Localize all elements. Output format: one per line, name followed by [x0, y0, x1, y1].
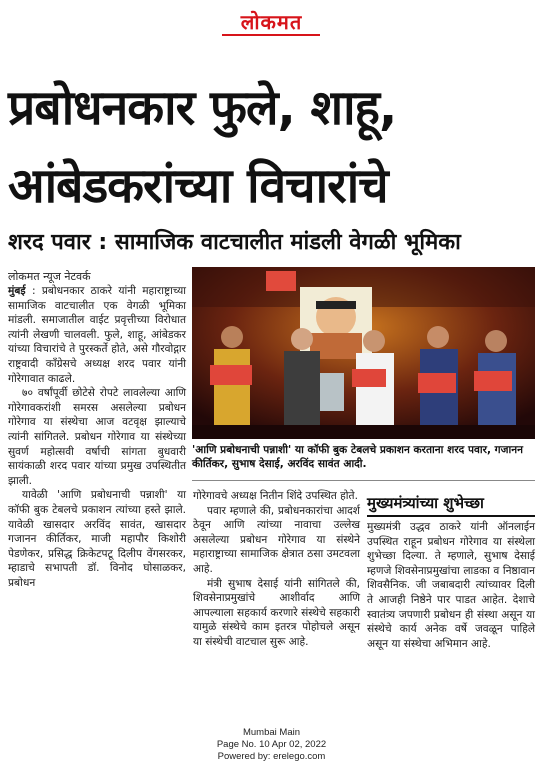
- byline: लोकमत न्यूज नेटवर्क: [8, 270, 91, 283]
- sidebar-box-title: मुख्यमंत्र्यांच्या शुभेच्छा: [367, 494, 484, 512]
- article-column-2: [193, 489, 360, 650]
- footer-powered-by: Powered by: erelego.com: [217, 751, 326, 762]
- subheadline: शरद पवार : सामाजिक वाटचालीत मांडली वेगळी भूमिका: [8, 230, 461, 255]
- article-paragraph: यावेळी 'आणि प्रबोधनाची पन्नाशी' या कॉफी बुक टेबलचे प्रकाशन त्यांच्या हस्ते झाले. यावेळी खासदार अरविंद सावंत, खासदार गजानन कीर्तिकर, माजी महापौर किशोरी पेडणेकर, प्रसिद्ध क्रिकेटपटू दिलीप वेंगसरकर, म्हाडाचे सभापती डॉ. विनोद घोसाळकर, प्रबोधन: [8, 489, 186, 589]
- article-paragraph: गोरेगावचे अध्यक्ष नितीन शिंदे उपस्थित होते.: [193, 490, 358, 502]
- headline-line-1: प्रबोधनकार फुले, शाहू,: [8, 80, 397, 136]
- dateline: मुंबई: [8, 285, 26, 297]
- newspaper-logo: लोकमत: [240, 10, 303, 34]
- sidebar-paragraph: मुख्यमंत्री उद्धव ठाकरे यांनी ऑनलाईन उपस्थित राहून प्रबोधन गोरेगाव या संस्थेला शुभेच्छा दिल्या. ते म्हणाले, सुभाष देसाई म्हणजे शिवसेनाप्रमुखांचा लाडका व निष्ठावान शिवसैनिक. जी जबाबदारी त्यांच्यावर दिली ते आजही निष्ठेने पार पाडत आहेत. देशाचे स्वातंत्र्य जपणारी प्रबोधन ही संस्था असून या संस्थेचे कार्य अनेक वर्षे जवळून पाहिले असून या संस्थेचा अभिमान आहे.: [367, 521, 535, 650]
- lead-text: : प्रबोधनकार ठाकरे यांनी महाराष्ट्राच्या सामाजिक वाटचालीत एक वेगळी भूमिका मांडली. समाजातील वाईट प्रवृत्तीच्या विरोधात त्यांनी लेखणी चालवली. फुले, शाहू, आंबेडकर यांच्या विचारांचे ते पुरस्कर्ते होते, असे गौरवोद्गार राष्ट्रवादी काँग्रेसचे अध्यक्ष शरद पवार यांनी गोरेगावात काढले.: [8, 285, 186, 385]
- headline-line-2: आंबेडकरांच्या विचारांचे: [8, 158, 388, 214]
- footer-edition: Mumbai Main: [242, 727, 301, 738]
- event-photo-illustration: [192, 267, 535, 439]
- page-footer: [0, 727, 543, 763]
- event-photo: [192, 267, 535, 439]
- article-paragraph: मंत्री सुभाष देसाई यांनी सांगितले की, शिवसेनाप्रमुखांचे आशीर्वाद आणि आपल्याला सहकार्य करणारे संस्थेचे सहकारी यामुळे संस्थेचे काम इतरत्र पोहोचले असून या संस्थेची वाटचाल सुरू आहे.: [193, 577, 360, 648]
- footer-page-info: Page No. 10 Apr 02, 2022: [216, 739, 327, 750]
- sidebar-box-rule: [367, 515, 535, 517]
- photo-caption: 'आणि प्रबोधनाची पन्नाशी' या कॉफी बुक टेबलचे प्रकाशन करताना शरद पवार, गजानन कीर्तिकर, सुभाष देसाई, अरविंद सावंत आदी.: [192, 444, 523, 470]
- logo-underline: [222, 34, 320, 36]
- sidebar-box-text: [367, 520, 535, 651]
- caption-divider: [192, 480, 535, 481]
- article-paragraph: ७० वर्षांपूर्वी छोटेसे रोपटे लावलेल्या आणि गोरेगावकरांशी समरस असलेल्या प्रबोधन गोरेगाव या संस्थेचा आज वटवृक्ष झाल्याचे त्यांनी सांगितले. प्रबोधन गोरेगाव या संस्थेच्या सुवर्ण महोत्सवी वर्षाची सांगता बुधवारी सायंकाळी शरद पवार यांच्या प्रमुख उपस्थितीत झाली.: [8, 387, 186, 487]
- article-paragraph: पवार म्हणाले की, प्रबोधनकारांचा आदर्श ठेवून आणि त्यांच्या नावाचा उल्लेख असलेल्या प्रबोधन गोरेगाव या संस्थेने महाराष्ट्राच्या सामाजिक क्षेत्रात ठसा उमटवला आहे.: [193, 504, 360, 575]
- article-lead-paragraph: [8, 284, 186, 386]
- article-column-1: [8, 284, 186, 590]
